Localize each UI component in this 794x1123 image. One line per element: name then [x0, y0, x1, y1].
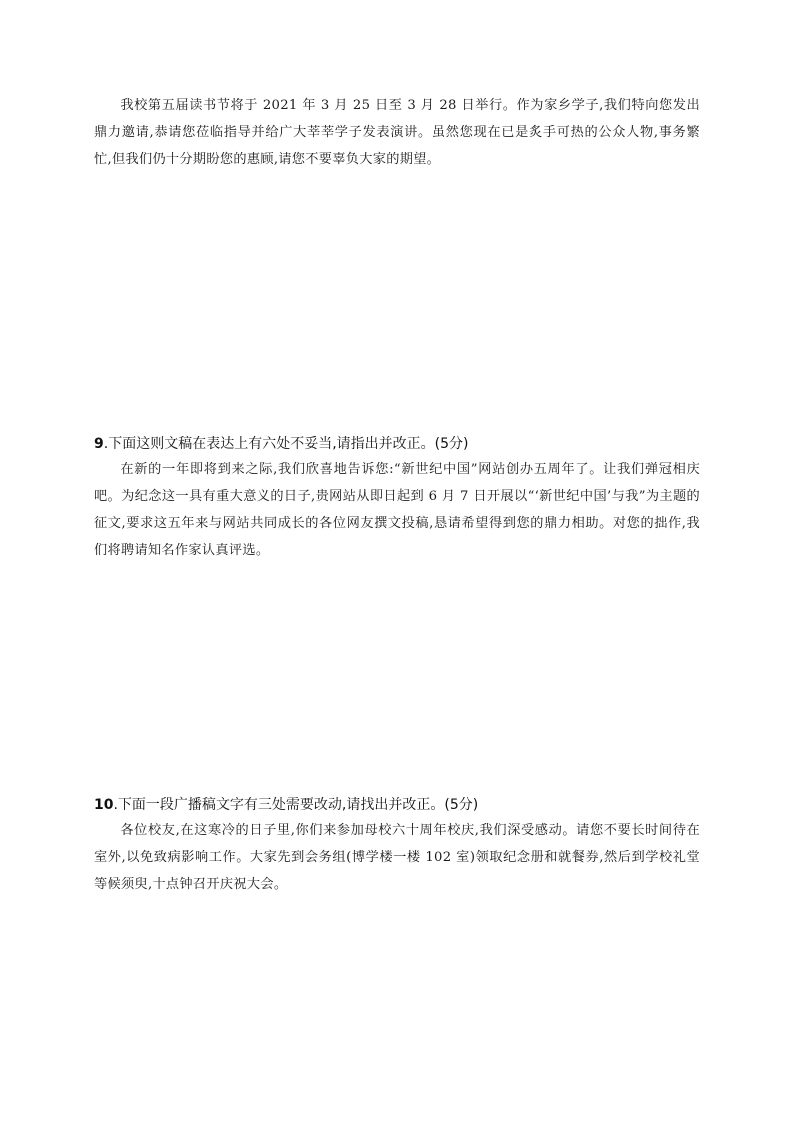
question-10-prompt [94, 795, 700, 815]
question-10-number: 10 [94, 797, 114, 813]
question-10-text: .下面一段广播稿文字有三处需要改动,请找出并改正。(5分) [113, 797, 479, 813]
question-9-section [94, 434, 700, 564]
intro-paragraph: 我校第五届读书节将于 2021 年 3 月 25 日至 3 月 28 日举行。作为家乡学子,我们特向您发出鼎力邀请,恭请您莅临指导并给广大莘莘学子发表演讲。虽然您现在已是炙手可热的公众人物,事务繁忙,但我们仍十分期盼您的惠顾,请您不要辜负大家的期望。 [94, 98, 700, 167]
question-9-text: .下面这则文稿在表达上有六处不妥当,请指出并改正。(5分) [103, 436, 469, 452]
question-9-prompt [94, 434, 700, 454]
intro-section [94, 92, 700, 173]
question-9-passage: 在新的一年即将到来之际,我们欣喜地告诉您:“新世纪中国”网站创办五周年了。让我们弹冠相庆吧。为纪念这一具有重大意义的日子,贵网站从即日起到 6 月 7 日开展以“‘新世纪中国’与我”为主题的征文,要求这五年来与网站共同成长的各位网友撰文投稿,恳请希望得到您的鼎力相助。对您的拙作,我们将聘请知名作家认真评选。 [94, 462, 700, 558]
question-9-number: 9 [94, 436, 104, 452]
question-10-section [94, 795, 700, 898]
question-10-passage: 各位校友,在这寒冷的日子里,你们来参加母校六十周年校庆,我们深受感动。请您不要长时间待在室外,以免致病影响工作。大家先到会务组(博学楼一楼 102 室)领取纪念册和就餐券,然后到学校礼堂等候须臾,十点钟召开庆祝大会。 [94, 823, 700, 892]
